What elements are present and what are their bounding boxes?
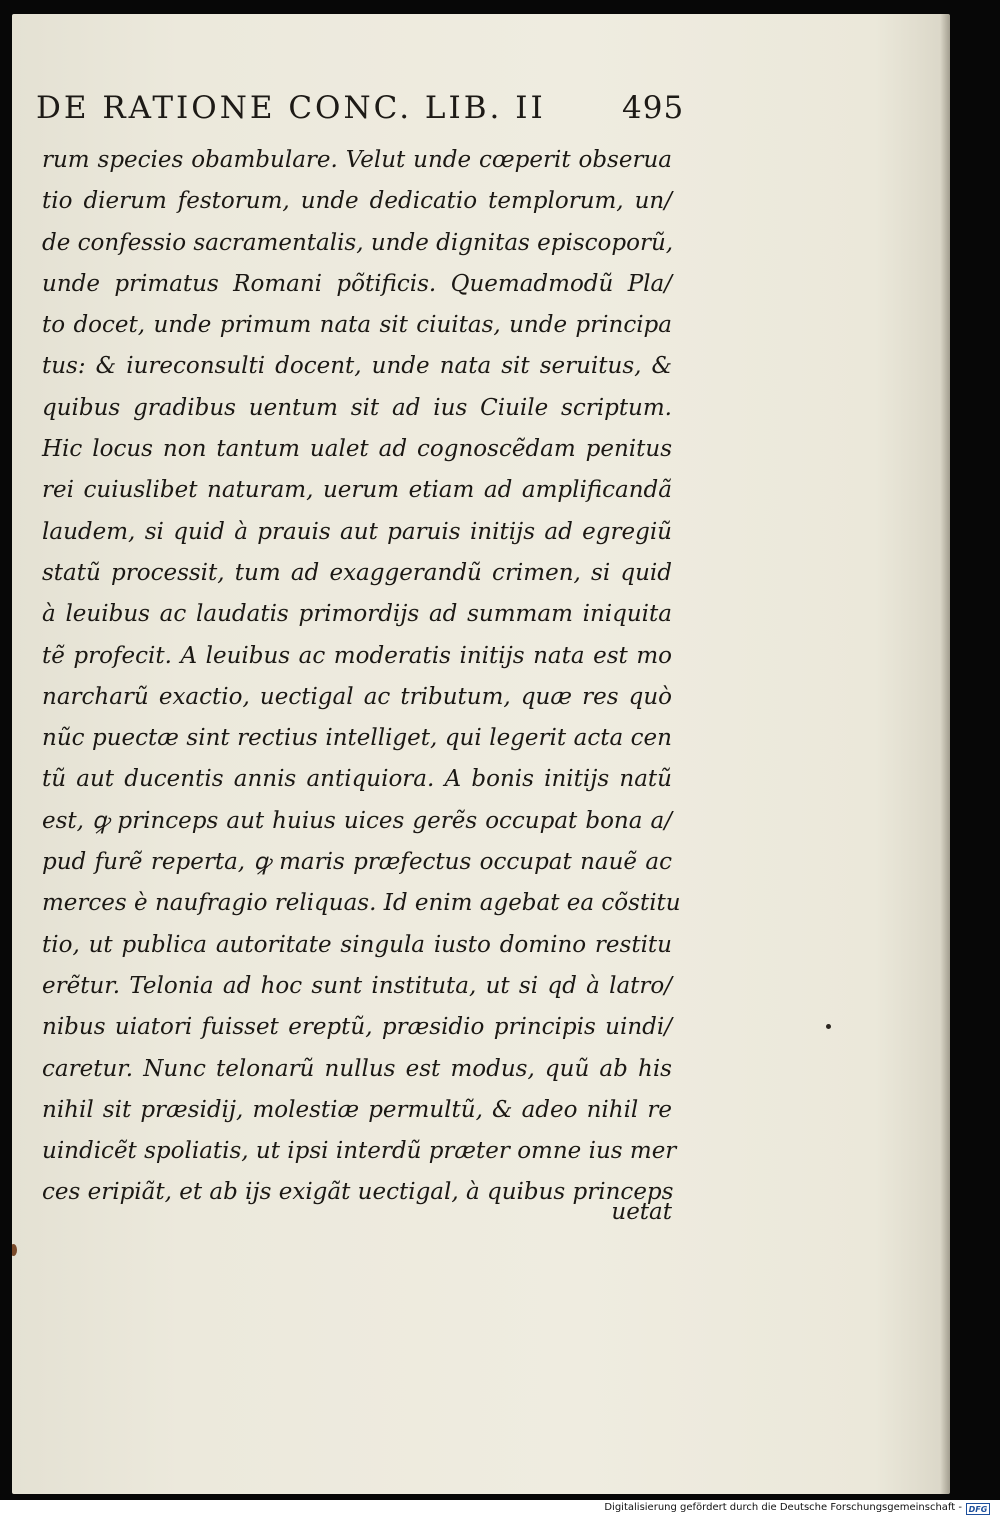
text-line: tio, ut publica autoritate singula iusto domino restitu (42, 931, 672, 958)
catchword: uetat (611, 1199, 672, 1225)
text-line: de confessio sacramentalis, unde dignitas episcoporũ, (42, 229, 674, 256)
text-line: tus: & iureconsulti docent, unde nata sit seruitus, & (42, 353, 672, 380)
text-line: caretur. Nunc telonarũ nullus est modus, quũ ab his (42, 1055, 672, 1082)
funding-credit: Digitalisierung gefördert durch die Deutsche Forschungsgemeinschaft - (604, 1502, 962, 1513)
text-line: ces eripiãt, et ab ijs exigãt uectigal, à quibus princeps (42, 1179, 674, 1206)
footer-bar (0, 1500, 1000, 1518)
paper-speck (12, 1244, 17, 1256)
book-page (12, 14, 950, 1494)
text-line: rum species obambulare. Velut unde cœperit obserua (42, 147, 672, 173)
paper-speck (826, 1024, 831, 1029)
text-line: erẽtur. Telonia ad hoc sunt instituta, ut si qd à latro/ (42, 972, 672, 999)
text-line: tũ aut ducentis annis antiquiora. A bonis initijs natũ (42, 766, 672, 793)
text-line: tẽ profecit. A leuibus ac moderatis initijs nata est mo (42, 642, 672, 669)
page-header (36, 90, 716, 134)
running-head: DE RATIONE CONC. LIB. II (36, 90, 546, 126)
text-line: à leuibus ac laudatis primordijs ad summam iniquita (42, 601, 672, 628)
dfg-logo: DFG (966, 1503, 990, 1515)
text-line: laudem, si quid à prauis aut paruis initijs ad egregiũ (42, 518, 672, 545)
text-line: to docet, unde primum nata sit ciuitas, unde principa (42, 312, 672, 339)
text-line: statũ processit, tum ad exaggerandũ crimen, si quid (42, 559, 672, 586)
page-number: 495 (622, 90, 685, 126)
text-line: nihil sit præsidij, molestiæ permultũ, & adeo nihil re (42, 1096, 672, 1123)
page-edge-shadow (940, 14, 950, 1494)
text-line: Hic locus non tantum ualet ad cognoscẽdam penitus (42, 436, 672, 463)
text-line: tio dierum festorum, unde dedicatio templorum, un/ (42, 188, 672, 215)
text-line: quibus gradibus uentum sit ad ius Ciuile scriptum. (42, 394, 672, 421)
text-block (42, 140, 681, 1214)
text-line: pud furẽ reperta, ꝙ maris præfectus occupat nauẽ ac (42, 849, 672, 876)
text-line: est, ꝙ princeps aut huius uices gerẽs occupat bona a/ (42, 807, 672, 834)
text-line: narcharũ exactio, uectigal ac tributum, quæ res quò (42, 683, 672, 710)
text-line: merces è naufragio reliquas. Id enim agebat ea cõstitu (42, 890, 681, 917)
text-line: uindicẽt spoliatis, ut ipsi interdũ præter omne ius mer (42, 1138, 677, 1165)
text-line: nũc puectæ sint rectius intelliget, qui legerit acta cen (42, 725, 672, 752)
text-line: rei cuiuslibet naturam, uerum etiam ad amplificandã (42, 477, 672, 504)
text-line: unde primatus Romani põtificis. Quemadmodũ Pla/ (42, 270, 672, 297)
text-line: nibus uiatori fuisset ereptũ, præsidio principis uindi/ (42, 1014, 672, 1041)
